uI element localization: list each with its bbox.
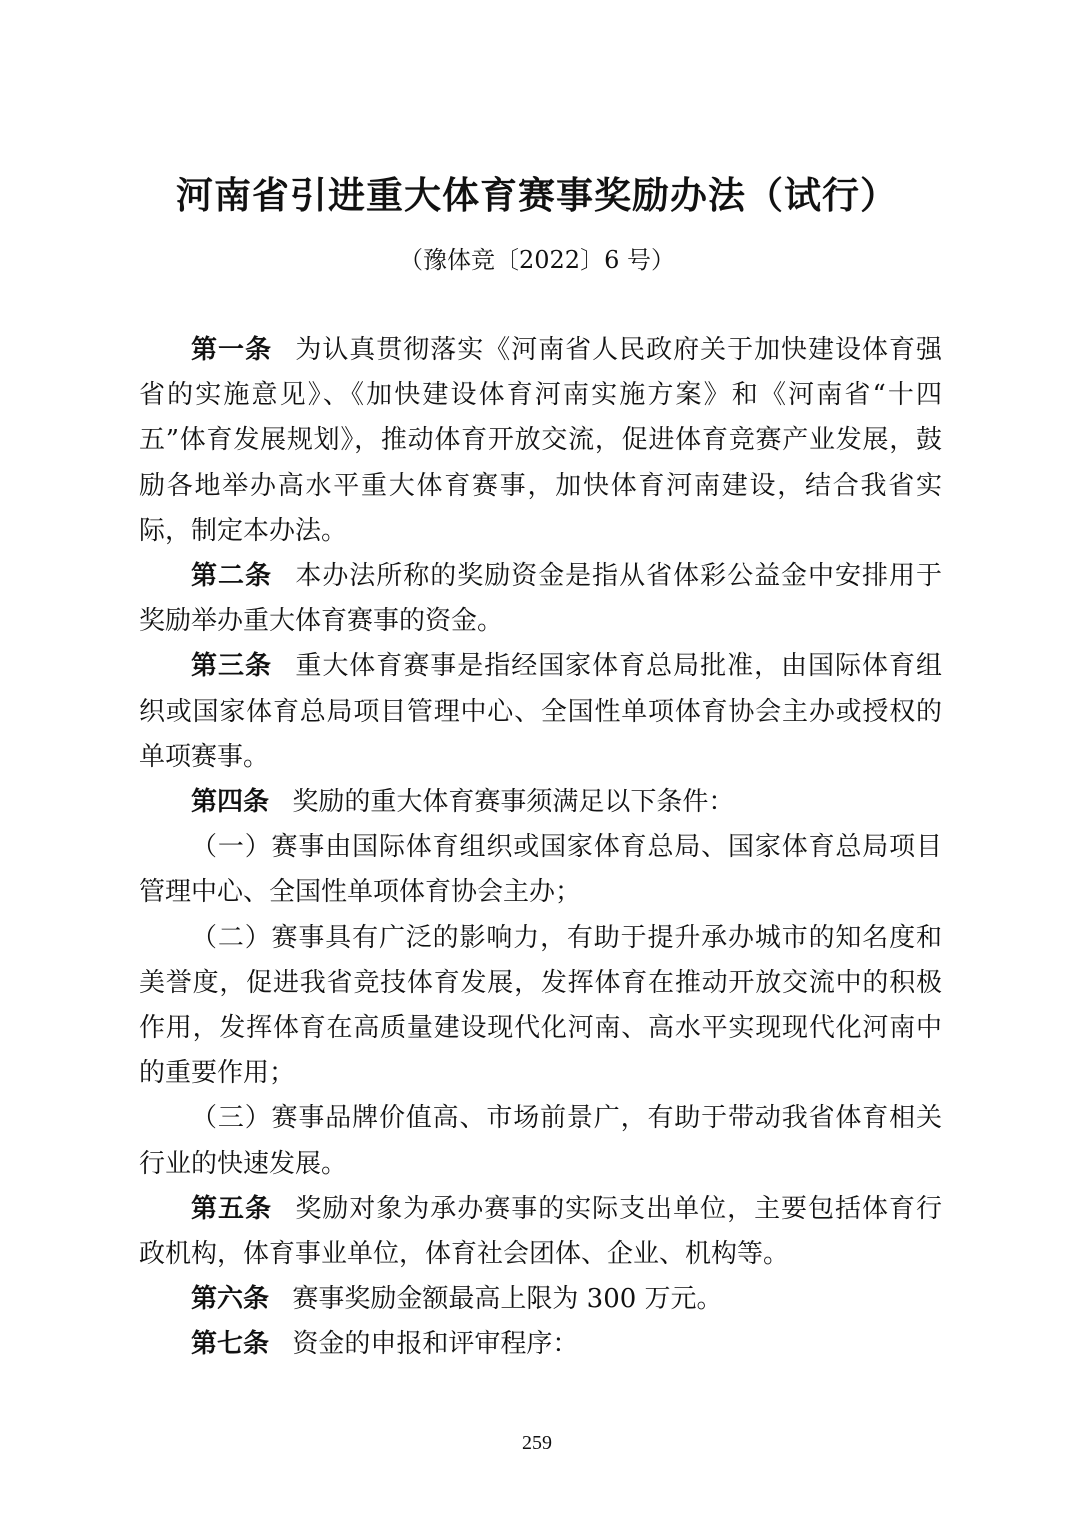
- article-label: 第六条: [191, 1284, 270, 1315]
- paragraph: [139, 1096, 942, 1186]
- paragraph-text: 奖励对象为承办赛事的实际支出单位，主要包括体育行政机构，体育事业单位，体育社会团体、企业、机构等。: [139, 1193, 942, 1270]
- paragraph-text: （三）赛事品牌价值高、市场前景广，有助于带动我省体育相关行业的快速发展。: [139, 1103, 942, 1179]
- document-title: 河南省引进重大体育赛事奖励办法（试行）: [176, 174, 898, 217]
- paragraph-text: 重大体育赛事是指经国家体育总局批准，由国际体育组织或国家体育总局项目管理中心、全国性单项体育协会主办或授权的单项赛事。: [139, 651, 942, 772]
- paragraph-text: （二）赛事具有广泛的影响力，有助于提升承办城市的知名度和美誉度，促进我省竞技体育发展，发挥体育在推动开放交流中的积极作用，发挥体育在高质量建设现代化河南、高水平实现现代化河南中的重要作用；: [139, 922, 942, 1089]
- page-number: 259: [522, 1432, 552, 1454]
- paragraph: [139, 916, 942, 1097]
- paragraph-text: 本办法所称的奖励资金是指从省体彩公益金中安排用于奖励举办重大体育赛事的资金。: [139, 561, 942, 637]
- paragraph-text: （一）赛事由国际体育组织或国家体育总局、国家体育总局项目管理中心、全国性单项体育协会主办；: [139, 832, 942, 908]
- article-label: 第二条: [191, 561, 272, 592]
- article-label: 第三条: [191, 651, 272, 682]
- paragraph-text: 赛事奖励金额最高上限为 300 万元。: [292, 1284, 723, 1315]
- article-label: 第四条: [191, 787, 270, 818]
- paragraph: [139, 328, 942, 554]
- article-label: 第七条: [191, 1329, 270, 1360]
- paragraph: [139, 1187, 942, 1277]
- paragraph-text: 资金的申报和评审程序：: [292, 1329, 579, 1360]
- paragraph: [139, 780, 942, 825]
- document-number: （豫体竞〔2022〕6 号）: [399, 246, 675, 274]
- document-body: [139, 328, 942, 1368]
- article-label: 第五条: [191, 1193, 272, 1224]
- paragraph: [139, 825, 942, 915]
- paragraph: [139, 644, 942, 780]
- paragraph: [139, 1322, 942, 1367]
- paragraph: [139, 554, 942, 644]
- article-label: 第一条: [191, 335, 272, 365]
- paragraph-text: 为认真贯彻落实《河南省人民政府关于加快建设体育强省的实施意见》、《加快建设体育河南实施方案》和《河南省“十四五”体育发展规划》，推动体育开放交流，促进体育竞赛产业发展，鼓励各地举办高水平重大体育赛事，加快体育河南建设，结合我省实际，制定本办法。: [139, 335, 942, 546]
- paragraph-text: 奖励的重大体育赛事须满足以下条件：: [292, 787, 735, 818]
- paragraph: [139, 1277, 942, 1322]
